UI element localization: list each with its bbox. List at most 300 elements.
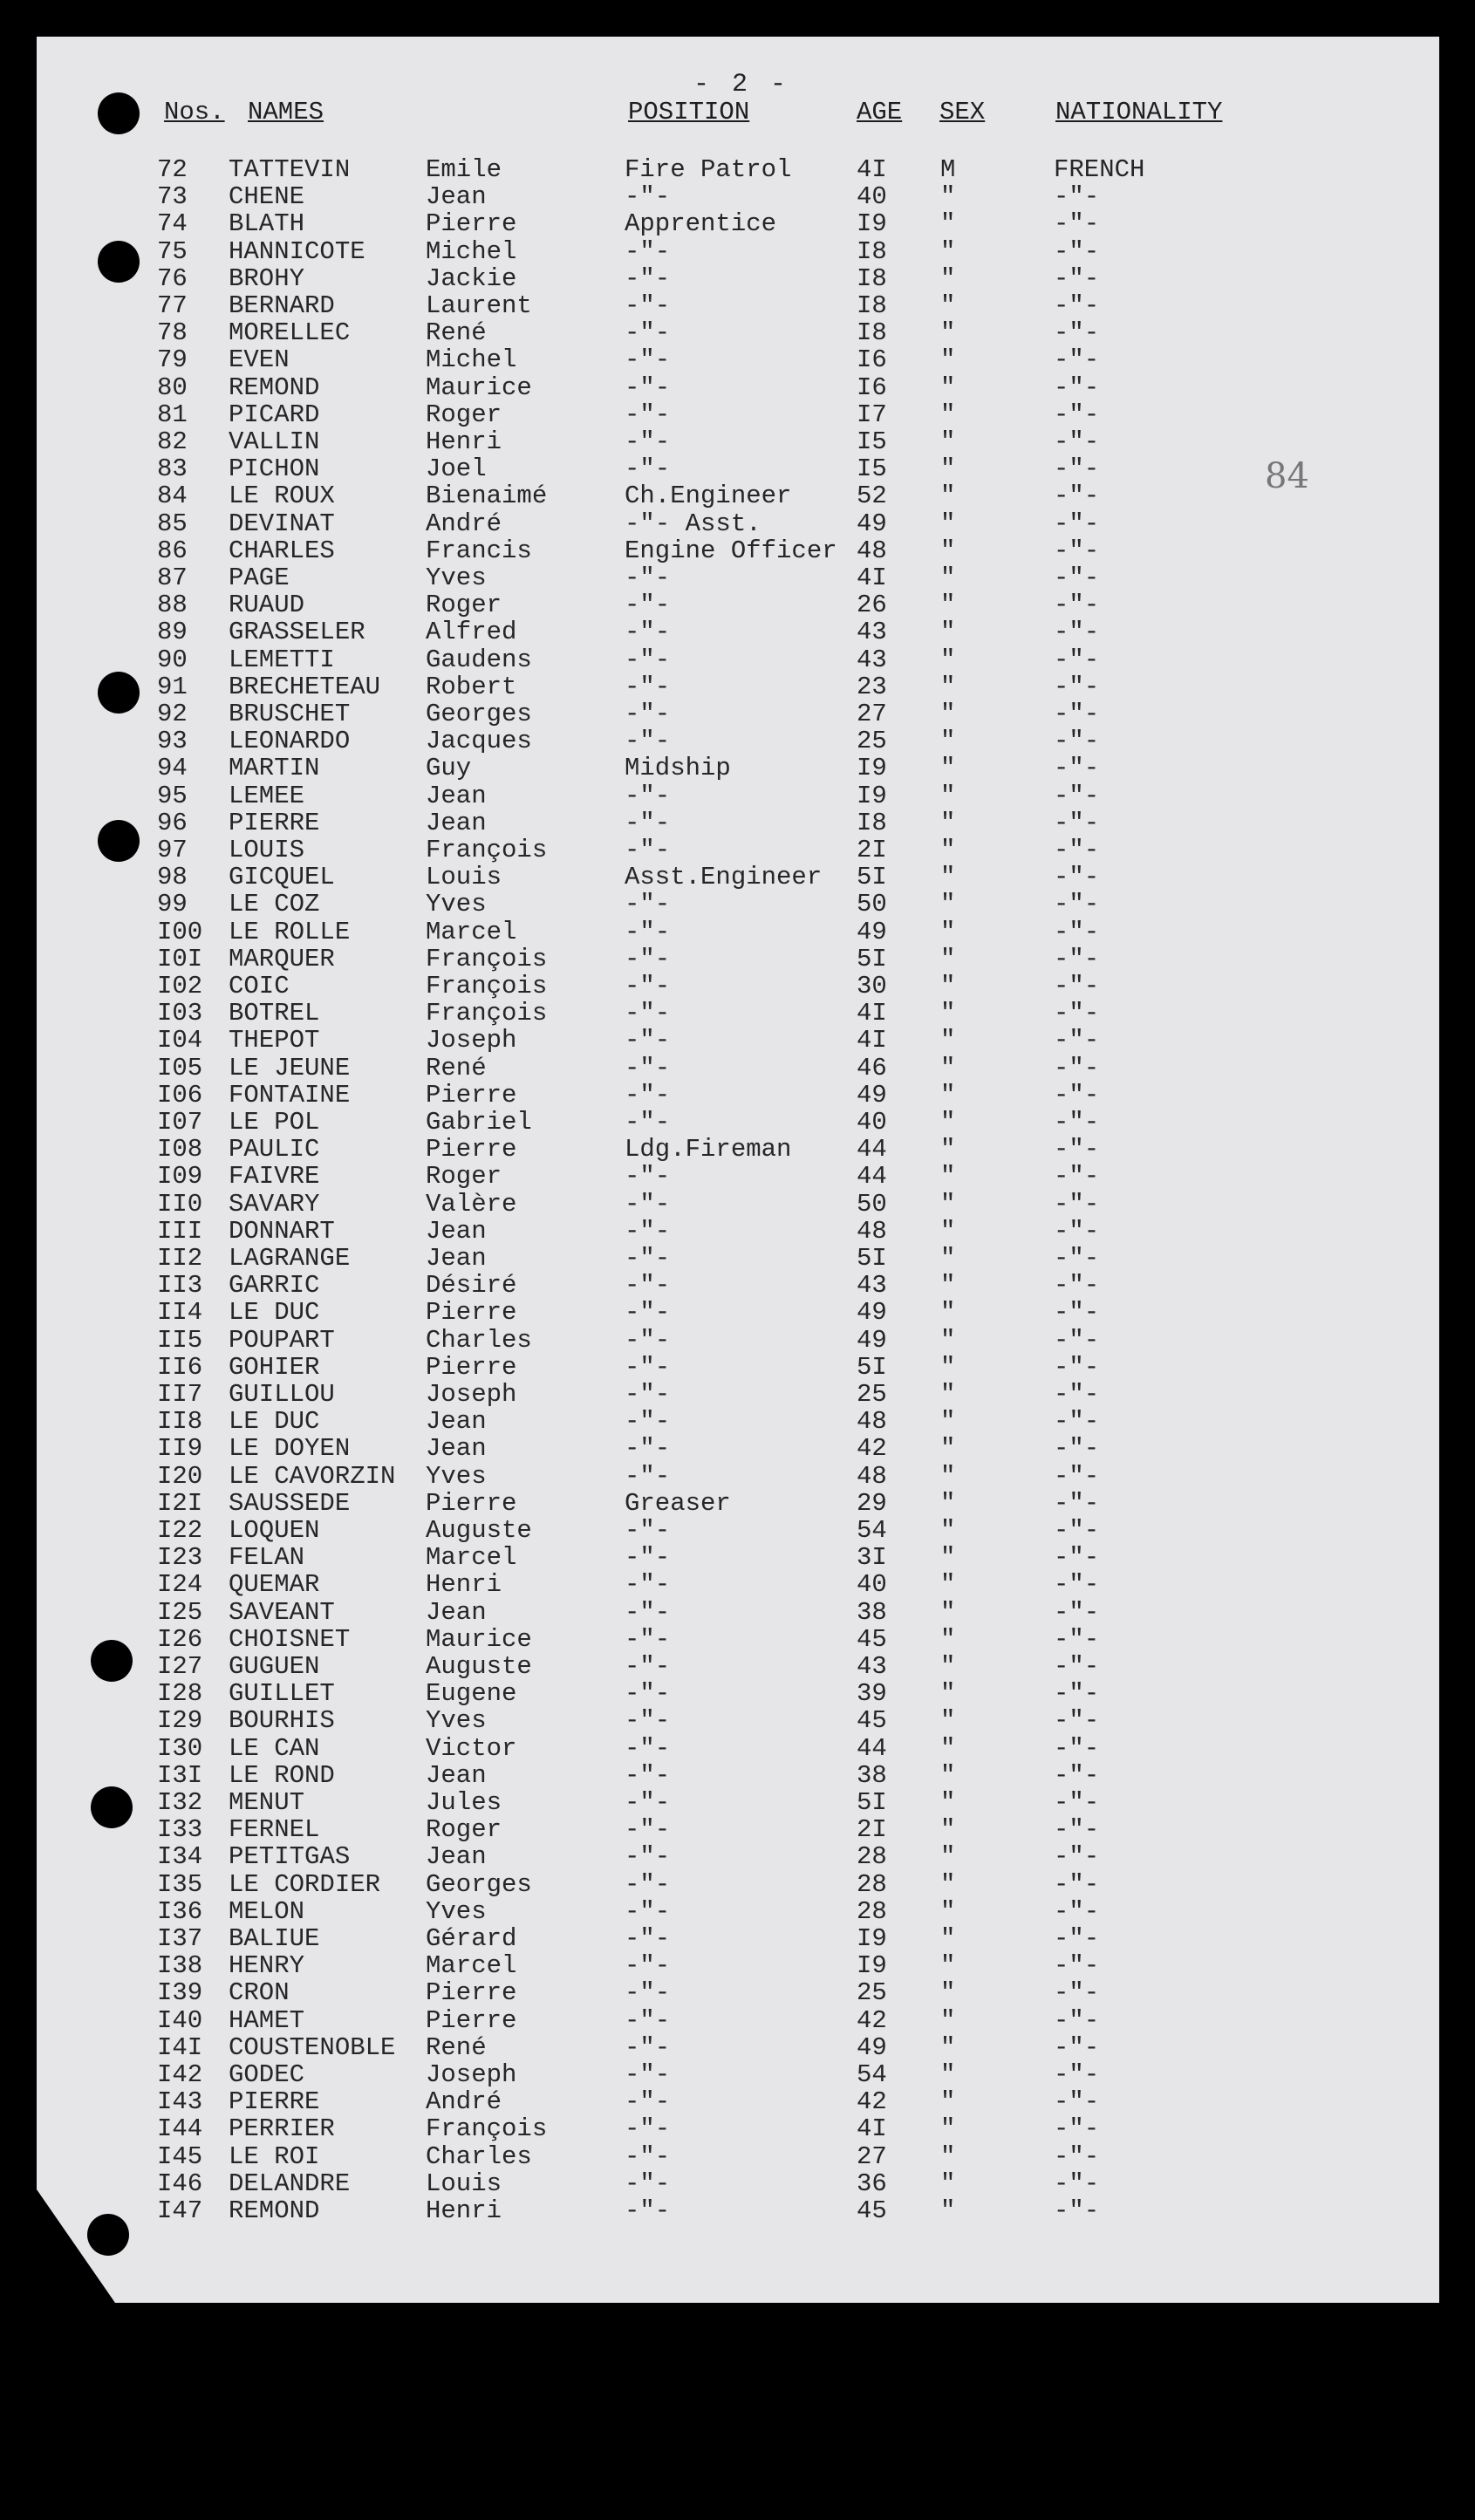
row-number: I46 — [157, 2168, 203, 2198]
age: 25 — [857, 1978, 887, 2008]
age: 3I — [857, 1543, 887, 1573]
position: -"- — [625, 1924, 671, 1953]
row-number: II9 — [157, 1434, 203, 1464]
nationality: -"- — [1054, 291, 1100, 320]
first-name: Roger — [426, 1162, 502, 1192]
row-number: 97 — [157, 836, 188, 864]
header-nos: Nos. — [164, 98, 225, 126]
age: 46 — [857, 1053, 887, 1082]
surname: BRUSCHET — [229, 700, 351, 728]
nationality: -"- — [1054, 2060, 1100, 2089]
age: 4I — [857, 999, 887, 1028]
position: -"- — [625, 999, 671, 1028]
position: -"- — [625, 700, 671, 728]
sex: " — [940, 944, 956, 973]
nationality: -"- — [1054, 263, 1100, 293]
row-number: 92 — [157, 700, 188, 728]
surname: MORELLEC — [229, 318, 351, 348]
age: 50 — [857, 890, 887, 919]
position: -"- — [625, 1570, 671, 1600]
nationality: -"- — [1054, 2032, 1100, 2062]
first-name: Marcel — [426, 917, 517, 946]
row-number: II2 — [157, 1244, 203, 1273]
first-name: Michel — [426, 345, 517, 375]
row-number: I24 — [157, 1570, 203, 1600]
nationality: -"- — [1054, 1244, 1100, 1273]
first-name: François — [426, 972, 548, 1000]
row-number: 93 — [157, 727, 188, 756]
row-number: I2I — [157, 1488, 203, 1518]
age: 39 — [857, 1679, 887, 1709]
position: -"- — [625, 1053, 671, 1082]
nationality: -"- — [1054, 1788, 1100, 1817]
sex: " — [940, 754, 956, 783]
age: I5 — [857, 454, 887, 484]
age: 4I — [857, 2114, 887, 2144]
surname: LOUIS — [229, 836, 305, 864]
row-number: I35 — [157, 1869, 203, 1899]
position: -"- — [625, 808, 671, 837]
first-name: Henri — [426, 2196, 502, 2225]
age: 49 — [857, 2032, 887, 2062]
age: 4I — [857, 1026, 887, 1055]
position: -"- — [625, 1733, 671, 1763]
position: -"- — [625, 345, 671, 375]
age: 38 — [857, 1760, 887, 1790]
nationality: -"- — [1054, 1869, 1100, 1899]
sex: " — [940, 182, 956, 212]
sex: " — [940, 1951, 956, 1981]
age: 45 — [857, 2196, 887, 2225]
sex: " — [940, 1216, 956, 1246]
age: I6 — [857, 345, 887, 375]
surname: SAVARY — [229, 1189, 320, 1219]
first-name: François — [426, 944, 548, 973]
row-number: 86 — [157, 536, 188, 565]
first-name: Yves — [426, 890, 487, 919]
position: -"- — [625, 890, 671, 919]
row-number: I43 — [157, 2087, 203, 2117]
row-number: I4I — [157, 2032, 203, 2062]
sex: " — [940, 917, 956, 946]
sex: " — [940, 2005, 956, 2035]
age: 5I — [857, 1352, 887, 1382]
row-number: I28 — [157, 1679, 203, 1709]
position: -"- — [625, 591, 671, 620]
row-number: 75 — [157, 236, 188, 266]
surname: FAIVRE — [229, 1162, 320, 1192]
sex: " — [940, 672, 956, 701]
age: 44 — [857, 1162, 887, 1192]
row-number: II0 — [157, 1189, 203, 1219]
position: -"- — [625, 1760, 671, 1790]
nationality: -"- — [1054, 890, 1100, 919]
surname: CHENE — [229, 182, 305, 212]
position: -"- — [625, 563, 671, 592]
surname: CHOISNET — [229, 1624, 351, 1654]
first-name: Pierre — [426, 1135, 517, 1164]
sex: " — [940, 1135, 956, 1164]
sex: " — [940, 454, 956, 484]
position: -"- — [625, 1216, 671, 1246]
surname: BOTREL — [229, 999, 320, 1028]
surname: PERRIER — [229, 2114, 335, 2144]
first-name: Gaudens — [426, 645, 532, 674]
age: I8 — [857, 808, 887, 837]
first-name: Roger — [426, 400, 502, 429]
sex: M — [940, 155, 956, 184]
sex: " — [940, 400, 956, 429]
nationality: -"- — [1054, 427, 1100, 456]
sex: " — [940, 591, 956, 620]
sex: " — [940, 2114, 956, 2144]
first-name: Roger — [426, 591, 502, 620]
position: -"- — [625, 2196, 671, 2225]
row-number: I05 — [157, 1053, 203, 1082]
row-number: 96 — [157, 808, 188, 837]
surname: BRECHETEAU — [229, 672, 381, 701]
row-number: I0I — [157, 944, 203, 973]
nationality: -"- — [1054, 1951, 1100, 1981]
first-name: Jules — [426, 1788, 502, 1817]
position: -"- — [625, 1652, 671, 1681]
position: -"- — [625, 1842, 671, 1872]
nationality: -"- — [1054, 1162, 1100, 1192]
first-name: Yves — [426, 1896, 487, 1926]
age: 28 — [857, 1896, 887, 1926]
first-name: Marcel — [426, 1543, 517, 1573]
sex: " — [940, 836, 956, 864]
age: I8 — [857, 236, 887, 266]
row-number: I23 — [157, 1543, 203, 1573]
first-name: Jean — [426, 1597, 487, 1627]
first-name: Pierre — [426, 1298, 517, 1328]
position: -"- — [625, 1624, 671, 1654]
sex: " — [940, 618, 956, 647]
surname: DONNART — [229, 1216, 335, 1246]
sex: " — [940, 2032, 956, 2062]
surname: FELAN — [229, 1543, 305, 1573]
nationality: -"- — [1054, 2087, 1100, 2117]
position: -"- — [625, 1706, 671, 1736]
position: -"- — [625, 1244, 671, 1273]
age: 5I — [857, 944, 887, 973]
sex: " — [940, 2168, 956, 2198]
position: -"- — [625, 291, 671, 320]
row-number: I26 — [157, 1624, 203, 1654]
nationality: -"- — [1054, 1271, 1100, 1301]
sex: " — [940, 563, 956, 592]
position: -"- — [625, 263, 671, 293]
sex: " — [940, 209, 956, 239]
age: 54 — [857, 1516, 887, 1545]
age: I9 — [857, 1951, 887, 1981]
surname: HAMET — [229, 2005, 305, 2035]
age: 38 — [857, 1597, 887, 1627]
first-name: Charles — [426, 2141, 532, 2171]
sex: " — [940, 2087, 956, 2117]
sex: " — [940, 345, 956, 375]
sex: " — [940, 890, 956, 919]
position: -"- — [625, 972, 671, 1000]
first-name: Yves — [426, 563, 487, 592]
first-name: Eugene — [426, 1679, 517, 1709]
age: 29 — [857, 1488, 887, 1518]
nationality: -"- — [1054, 1570, 1100, 1600]
age: 43 — [857, 618, 887, 647]
row-number: I09 — [157, 1162, 203, 1192]
position: -"- — [625, 917, 671, 946]
nationality: -"- — [1054, 863, 1100, 892]
nationality: -"- — [1054, 1080, 1100, 1110]
position: Ldg.Fireman — [625, 1135, 792, 1164]
position: -"- — [625, 1951, 671, 1981]
nationality: -"- — [1054, 836, 1100, 864]
surname: LE DUC — [229, 1298, 320, 1328]
first-name: Auguste — [426, 1652, 532, 1681]
first-name: Gabriel — [426, 1108, 532, 1137]
surname: HANNICOTE — [229, 236, 365, 266]
nationality: -"- — [1054, 372, 1100, 402]
surname: MARTIN — [229, 754, 320, 783]
surname: GODEC — [229, 2060, 305, 2089]
first-name: Maurice — [426, 1624, 532, 1654]
sex: " — [940, 1788, 956, 1817]
surname: GUGUEN — [229, 1652, 320, 1681]
age: 27 — [857, 700, 887, 728]
surname: LE CAN — [229, 1733, 320, 1763]
first-name: André — [426, 509, 502, 538]
position: -"- — [625, 2114, 671, 2144]
age: 48 — [857, 1407, 887, 1437]
age: 4I — [857, 563, 887, 592]
sex: " — [940, 1679, 956, 1709]
header-age: AGE — [857, 98, 903, 126]
position: -"- — [625, 1788, 671, 1817]
row-number: I06 — [157, 1080, 203, 1110]
nationality: -"- — [1054, 1760, 1100, 1790]
first-name: Louis — [426, 2168, 502, 2198]
row-number: 90 — [157, 645, 188, 674]
position: -"- — [625, 400, 671, 429]
age: 48 — [857, 536, 887, 565]
row-number: I44 — [157, 2114, 203, 2144]
surname: POUPART — [229, 1325, 335, 1355]
position: -"- — [625, 944, 671, 973]
row-number: I04 — [157, 1026, 203, 1055]
position: -"- — [625, 1896, 671, 1926]
sex: " — [940, 1597, 956, 1627]
sex: " — [940, 972, 956, 1000]
punch-hole — [98, 672, 140, 714]
age: I6 — [857, 372, 887, 402]
sex: " — [940, 1896, 956, 1926]
row-number: I25 — [157, 1597, 203, 1627]
first-name: Jackie — [426, 263, 517, 293]
row-number: I40 — [157, 2005, 203, 2035]
row-number: I32 — [157, 1788, 203, 1817]
sex: " — [940, 1488, 956, 1518]
surname: VALLIN — [229, 427, 320, 456]
age: 52 — [857, 481, 887, 511]
sex: " — [940, 318, 956, 348]
header-sex: SEX — [939, 98, 986, 126]
sex: " — [940, 1271, 956, 1301]
position: -"- — [625, 427, 671, 456]
nationality: -"- — [1054, 999, 1100, 1028]
nationality: -"- — [1054, 1026, 1100, 1055]
position: -"- — [625, 2032, 671, 2062]
first-name: Auguste — [426, 1516, 532, 1545]
surname: MARQUER — [229, 944, 335, 973]
age: 27 — [857, 2141, 887, 2171]
surname: TATTEVIN — [229, 155, 351, 184]
position: -"- — [625, 1434, 671, 1464]
sex: " — [940, 1298, 956, 1328]
position: -"- — [625, 1461, 671, 1491]
position: -"- — [625, 1679, 671, 1709]
row-number: 78 — [157, 318, 188, 348]
nationality: -"- — [1054, 618, 1100, 647]
nationality: -"- — [1054, 727, 1100, 756]
punch-hole — [98, 92, 140, 134]
row-number: I00 — [157, 917, 203, 946]
position: Ch.Engineer — [625, 481, 792, 511]
age: 4I — [857, 155, 887, 184]
header-position: POSITION — [628, 98, 750, 126]
sex: " — [940, 2196, 956, 2225]
age: I8 — [857, 291, 887, 320]
surname: BERNARD — [229, 291, 335, 320]
row-number: I07 — [157, 1108, 203, 1137]
first-name: Pierre — [426, 1080, 517, 1110]
surname: FONTAINE — [229, 1080, 351, 1110]
position: -"- — [625, 1108, 671, 1137]
first-name: Pierre — [426, 1488, 517, 1518]
age: 23 — [857, 672, 887, 701]
age: 44 — [857, 1135, 887, 1164]
row-number: II8 — [157, 1407, 203, 1437]
nationality: FRENCH — [1054, 155, 1145, 184]
first-name: Joseph — [426, 1380, 517, 1409]
position: -"- Asst. — [625, 509, 761, 538]
sex: " — [940, 781, 956, 810]
age: 50 — [857, 1189, 887, 1219]
first-name: Robert — [426, 672, 517, 701]
sex: " — [940, 727, 956, 756]
first-name: François — [426, 999, 548, 1028]
first-name: Désiré — [426, 1271, 517, 1301]
nationality: -"- — [1054, 700, 1100, 728]
row-number: 79 — [157, 345, 188, 375]
surname: GUILLET — [229, 1679, 335, 1709]
sex: " — [940, 1570, 956, 1600]
surname: COIC — [229, 972, 290, 1000]
position: -"- — [625, 454, 671, 484]
nationality: -"- — [1054, 1842, 1100, 1872]
first-name: Louis — [426, 863, 502, 892]
sex: " — [940, 1978, 956, 2008]
position: Engine Officer — [625, 536, 837, 565]
row-number: I42 — [157, 2060, 203, 2089]
surname: DELANDRE — [229, 2168, 351, 2198]
nationality: -"- — [1054, 754, 1100, 783]
nationality: -"- — [1054, 182, 1100, 212]
first-name: Jean — [426, 1216, 487, 1246]
age: 48 — [857, 1461, 887, 1491]
first-name: Valère — [426, 1189, 517, 1219]
age: 49 — [857, 917, 887, 946]
row-number: I20 — [157, 1461, 203, 1491]
sex: " — [940, 1652, 956, 1681]
sex: " — [940, 1869, 956, 1899]
surname: LE ROLLE — [229, 917, 351, 946]
surname: COUSTENOBLE — [229, 2032, 396, 2062]
position: -"- — [625, 2087, 671, 2117]
position: -"- — [625, 1543, 671, 1573]
punch-hole — [87, 2214, 129, 2256]
age: I9 — [857, 754, 887, 783]
nationality: -"- — [1054, 972, 1100, 1000]
position: -"- — [625, 1380, 671, 1409]
surname: THEPOT — [229, 1026, 320, 1055]
sex: " — [940, 1053, 956, 1082]
position: -"- — [625, 1352, 671, 1382]
age: 49 — [857, 509, 887, 538]
sex: " — [940, 1380, 956, 1409]
position: -"- — [625, 1407, 671, 1437]
row-number: 74 — [157, 209, 188, 239]
sex: " — [940, 1924, 956, 1953]
sex: " — [940, 236, 956, 266]
surname: PICHON — [229, 454, 320, 484]
nationality: -"- — [1054, 2196, 1100, 2225]
age: I9 — [857, 209, 887, 239]
row-number: 91 — [157, 672, 188, 701]
nationality: -"- — [1054, 2141, 1100, 2171]
sex: " — [940, 1624, 956, 1654]
first-name: Pierre — [426, 1978, 517, 2008]
first-name: Laurent — [426, 291, 532, 320]
punch-hole — [98, 820, 140, 862]
row-number: I02 — [157, 972, 203, 1000]
age: I7 — [857, 400, 887, 429]
nationality: -"- — [1054, 1216, 1100, 1246]
surname: GARRIC — [229, 1271, 320, 1301]
surname: MELON — [229, 1896, 305, 1926]
first-name: François — [426, 836, 548, 864]
header-nationality: NATIONALITY — [1055, 98, 1223, 126]
first-name: Pierre — [426, 2005, 517, 2035]
sex: " — [940, 1352, 956, 1382]
nationality: -"- — [1054, 1597, 1100, 1627]
row-number: I45 — [157, 2141, 203, 2171]
surname: DEVINAT — [229, 509, 335, 538]
nationality: -"- — [1054, 209, 1100, 239]
sex: " — [940, 1026, 956, 1055]
position: -"- — [625, 1325, 671, 1355]
nationality: -"- — [1054, 1706, 1100, 1736]
surname: GOHIER — [229, 1352, 320, 1382]
nationality: -"- — [1054, 1053, 1100, 1082]
age: 49 — [857, 1325, 887, 1355]
row-number: I08 — [157, 1135, 203, 1164]
sex: " — [940, 1162, 956, 1192]
first-name: René — [426, 318, 487, 348]
position: Fire Patrol — [625, 155, 792, 184]
first-name: Henri — [426, 427, 502, 456]
first-name: René — [426, 2032, 487, 2062]
